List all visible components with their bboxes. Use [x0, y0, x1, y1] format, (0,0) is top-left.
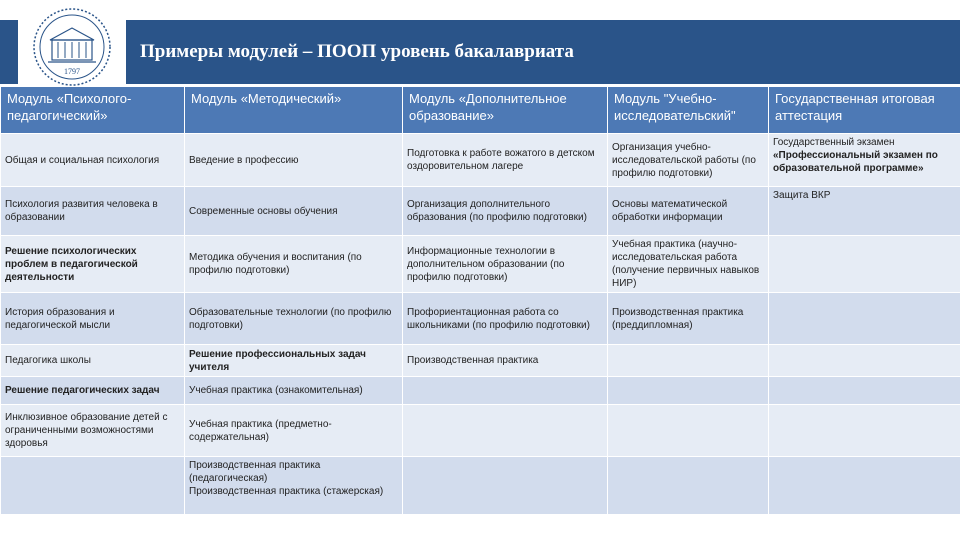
table-row: [1, 134, 960, 187]
table-cell: [608, 405, 769, 457]
table-cell: Организация учебно-исследовательской работы (по профилю подготовки): [608, 134, 769, 187]
table-cell: Учебная практика (ознакомительная): [185, 377, 403, 405]
table-cell: Профориентационная работа со школьниками (по профилю подготовки): [403, 293, 608, 345]
table-header-row: [1, 87, 960, 134]
page-title: Примеры модулей – ПООП уровень бакалавриата: [140, 41, 574, 62]
table-cell: Инклюзивное образование детей с ограниченными возможностями здоровья: [1, 405, 185, 457]
logo-year: 1797: [64, 67, 80, 76]
state-exam-title: Государственный экзамен: [773, 137, 895, 148]
table-cell: Решение психологических проблем в педагогической деятельности: [1, 236, 185, 293]
table-row: [1, 457, 960, 515]
table-cell: Учебная практика (научно-исследовательская работа (получение первичных навыков НИР): [608, 236, 769, 293]
table-cell: Педагогика школы: [1, 345, 185, 377]
table-cell: [769, 405, 960, 457]
table-cell: Учебная практика (предметно-содержательная): [185, 405, 403, 457]
table-cell: Подготовка к работе вожатого в детском оздоровительном лагере: [403, 134, 608, 187]
table-cell: Введение в профессию: [185, 134, 403, 187]
table-cell: [608, 345, 769, 377]
practice-internship: Производственная практика (стажерская): [189, 486, 384, 497]
table-cell: Методика обучения и воспитания (по профилю подготовки): [185, 236, 403, 293]
state-exam-subtitle: «Профессиональный экзамен по образовательной программе»: [773, 150, 938, 174]
table-cell: [608, 457, 769, 515]
table-cell: [608, 377, 769, 405]
table-cell: Производственная практика (преддипломная): [608, 293, 769, 345]
table-row: [1, 236, 960, 293]
table-cell: [1, 457, 185, 515]
university-logo: [18, 6, 126, 88]
header-research: Модуль "Учебно-исследовательский": [608, 87, 769, 134]
table-cell: [403, 405, 608, 457]
table-cell: История образования и педагогической мысли: [1, 293, 185, 345]
header-state-attestation: Государственная итоговая аттестация: [769, 87, 960, 134]
table-cell: Образовательные технологии (по профилю подготовки): [185, 293, 403, 345]
table-row: [1, 377, 960, 405]
table-cell: [769, 345, 960, 377]
university-crest-icon: [18, 6, 126, 88]
table-row: [1, 405, 960, 457]
table-cell: [403, 377, 608, 405]
table-cell: Психология развития человека в образовании: [1, 187, 185, 236]
table-cell: Решение педагогических задач: [1, 377, 185, 405]
table-cell: [185, 457, 403, 515]
header-psych-pedagogical: Модуль «Психолого-педагогический»: [1, 87, 185, 134]
table-cell: [769, 236, 960, 293]
table-cell: Защита ВКР: [769, 187, 960, 236]
table-row: [1, 345, 960, 377]
table-cell: Современные основы обучения: [185, 187, 403, 236]
practice-pedagogical: Производственная практика (педагогическая): [189, 460, 321, 484]
modules-table: [0, 86, 960, 515]
table-cell: [403, 457, 608, 515]
table-cell: Основы математической обработки информации: [608, 187, 769, 236]
table-row: [1, 293, 960, 345]
table-cell: [769, 457, 960, 515]
header-methodical: Модуль «Методический»: [185, 87, 403, 134]
table-cell: Организация дополнительного образования (по профилю подготовки): [403, 187, 608, 236]
table-cell: Производственная практика: [403, 345, 608, 377]
table-cell: Решение профессиональных задач учителя: [185, 345, 403, 377]
table-cell: Общая и социальная психология: [1, 134, 185, 187]
table-cell: [769, 377, 960, 405]
table-cell: [769, 293, 960, 345]
table-row: [1, 187, 960, 236]
state-exam-cell: [769, 134, 960, 187]
header-additional-education: Модуль «Дополнительное образование»: [403, 87, 608, 134]
table-cell: Информационные технологии в дополнительном образовании (по профилю подготовки): [403, 236, 608, 293]
